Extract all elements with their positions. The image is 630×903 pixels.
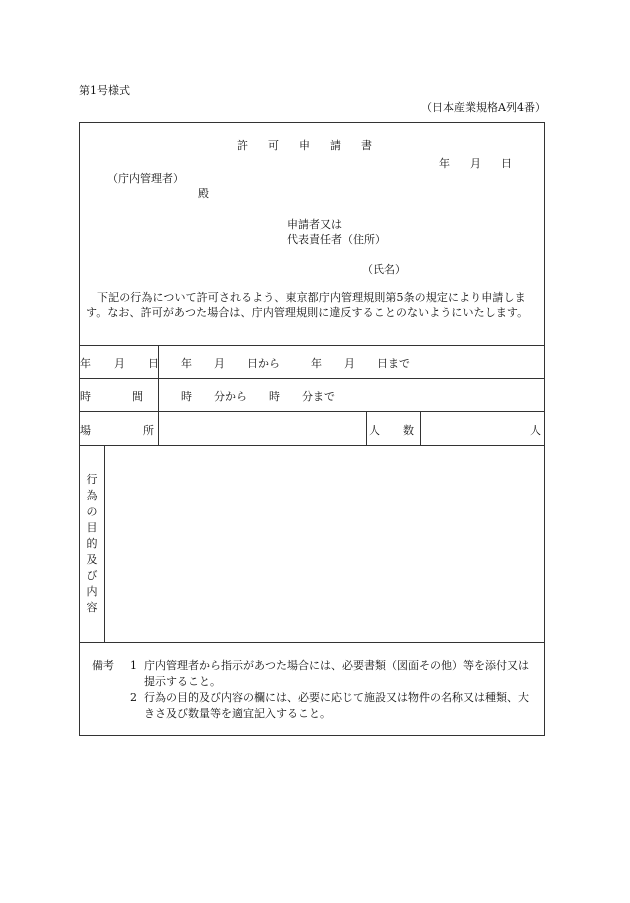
divider (104, 445, 105, 642)
divider (80, 345, 544, 346)
note-item-1 (130, 658, 538, 690)
notes-section (86, 658, 538, 722)
purpose-label: 行為の目的及び内容 (86, 473, 98, 614)
divider (420, 411, 421, 445)
divider (80, 378, 544, 379)
people-unit: 人 (530, 424, 541, 437)
application-date (439, 155, 532, 171)
applicant-label: 申請者又は (287, 218, 342, 231)
date-row-label: 年 月 日 (80, 357, 165, 370)
addressee-label: （庁内管理者） (107, 172, 184, 185)
date-year: 年 (439, 157, 450, 170)
honorific: 殿 (198, 187, 209, 200)
time-row-label: 時 間 (80, 390, 145, 403)
date-from: 年 月 日から (181, 357, 280, 370)
date-month: 月 (470, 157, 481, 170)
note-number: 1 (130, 659, 137, 672)
divider (80, 411, 544, 412)
note-item-2 (130, 690, 538, 722)
divider (80, 642, 544, 643)
note-text: 行為の目的及び内容の欄には、必要に応じて施設又は物件の名称又は種類、大きさ及び数量等を適宜記入すること。 (144, 691, 529, 720)
date-day: 日 (501, 157, 512, 170)
form-title: 許可申請書 (237, 139, 392, 152)
name-label: （氏名） (362, 263, 406, 276)
form-number: 第1号様式 (79, 84, 130, 97)
date-to: 年 月 日まで (311, 357, 410, 370)
place-row-label: 場 所 (80, 424, 164, 437)
divider (366, 411, 367, 445)
representative-address-label: 代表責任者（住所） (287, 233, 386, 246)
people-label: 人 数 (369, 424, 420, 437)
note-text: 庁内管理者から指示があつた場合には、必要書類（図面その他）等を添付又は提示すること。 (144, 659, 529, 688)
divider (80, 445, 544, 446)
jis-size-note: （日本産業規格A列4番） (421, 101, 546, 114)
application-statement: 下記の行為について許可されるよう、東京都庁内管理規則第5条の規定により申請します。なお、許可があつた場合は、庁内管理規則に違反することのないようにいたします。 (86, 291, 529, 319)
notes-heading: 備考 (92, 659, 114, 672)
time-range: 時 分から 時 分まで (181, 390, 335, 403)
note-number: 2 (130, 691, 137, 704)
